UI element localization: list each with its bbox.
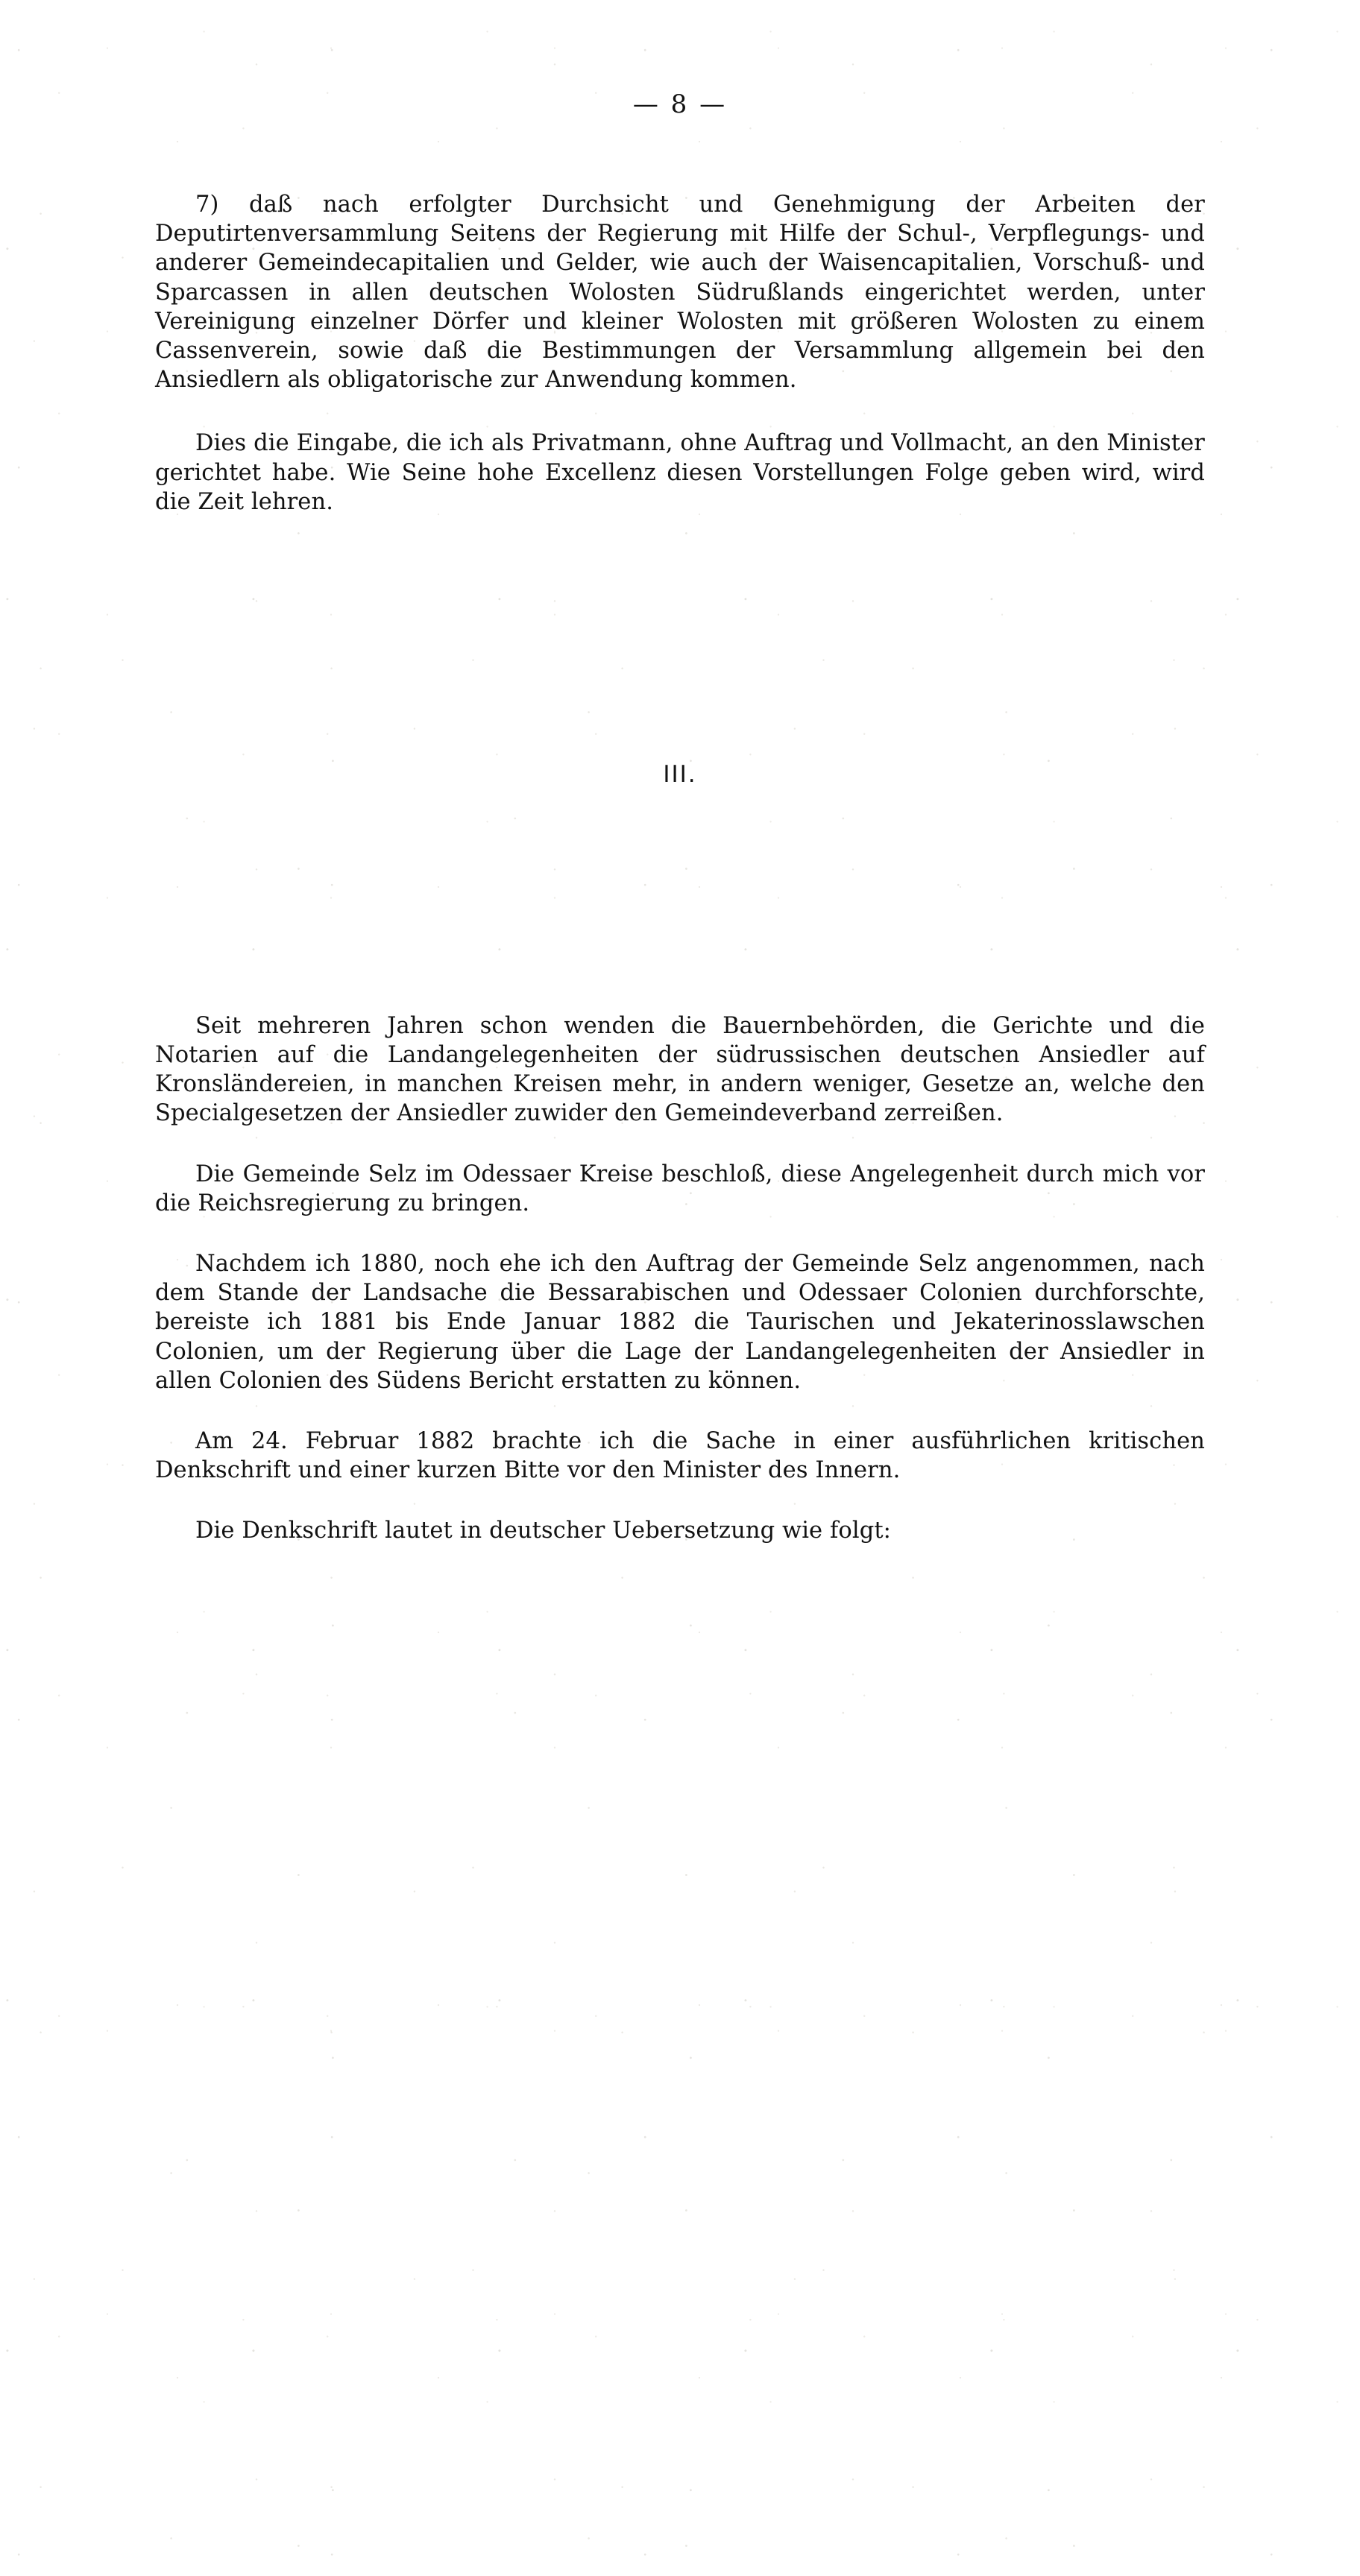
paragraph-sec3-p5: Die Denkschrift lautet in deutscher Uebersetzung wie folgt: — [195, 1518, 892, 1544]
section-spacer-lower — [155, 788, 1205, 1011]
page-body — [155, 190, 1205, 1567]
paragraph-sec3-p4: Am 24. Februar 1882 brachte ich die Sache in einer ausführlichen kritischen Denkschrift und einer kurzen Bitte vor den Minister des Innern. — [155, 1427, 1205, 1484]
section-heading-iii: III. — [663, 760, 697, 788]
page-number: — 8 — — [632, 89, 728, 119]
paragraph-sec3-p3: Nachdem ich 1880, noch ehe ich den Auftrag der Gemeinde Selz angenommen, nach dem Stande der Landsache die Bessarabischen und Odessaer Colonien durchforschte, bereiste ich 1881 bis Ende Januar 1882 die Taurischen und Jekaterinosslawschen Colonien, um der Regierung über die Lage der Landangelegenheiten der Ansiedler in allen Colonien des Südens Bericht erstatten zu können. — [155, 1251, 1205, 1394]
section-spacer — [155, 537, 1205, 761]
paragraph-sec3-p1: Seit mehreren Jahren schon wenden die Bauernbehörden, die Gerichte und die Notarien auf die Landangelegenheiten der südrussischen deutschen Ansiedler auf Kronsländereien, in manchen Kreisen mehr, in andern weniger, Gesetze an, welche den Specialgesetzen der Ansiedler zuwider den Gemeindeverband zerreißen. — [155, 1012, 1205, 1127]
paragraph-item-7: 7) daß nach erfolgter Durchsicht und Genehmigung der Arbeiten der Deputirtenversammlung Seitens der Regierung mit Hilfe der Schul-, Verpflegungs- und anderer Gemeindecapitalien und Gelder, wie auch der Waisencapitalien, Vorschuß- und Sparcassen in allen deutschen Wolosten Südrußlands eingerichtet werden, unter Vereinigung einzelner Dörfer und kleiner Wolosten mit größeren Wolosten zu einem Cassenverein, sowie daß die Bestimmungen der Versammlung allgemein bei den Ansiedlern als obligatorische zur Anwendung kommen. — [155, 192, 1205, 394]
paragraph-closing-part-two: Dies die Eingabe, die ich als Privatmann, ohne Auftrag und Vollmacht, an den Minister gerichtet habe. Wie Seine hohe Excellenz diesen Vorstellungen Folge geben wird, wird die Zeit lehren. — [155, 430, 1205, 515]
paragraph-sec3-p2: Die Gemeinde Selz im Odessaer Kreise beschloß, diese Angelegenheit durch mich vor die Reichsregierung zu bringen. — [155, 1161, 1205, 1216]
